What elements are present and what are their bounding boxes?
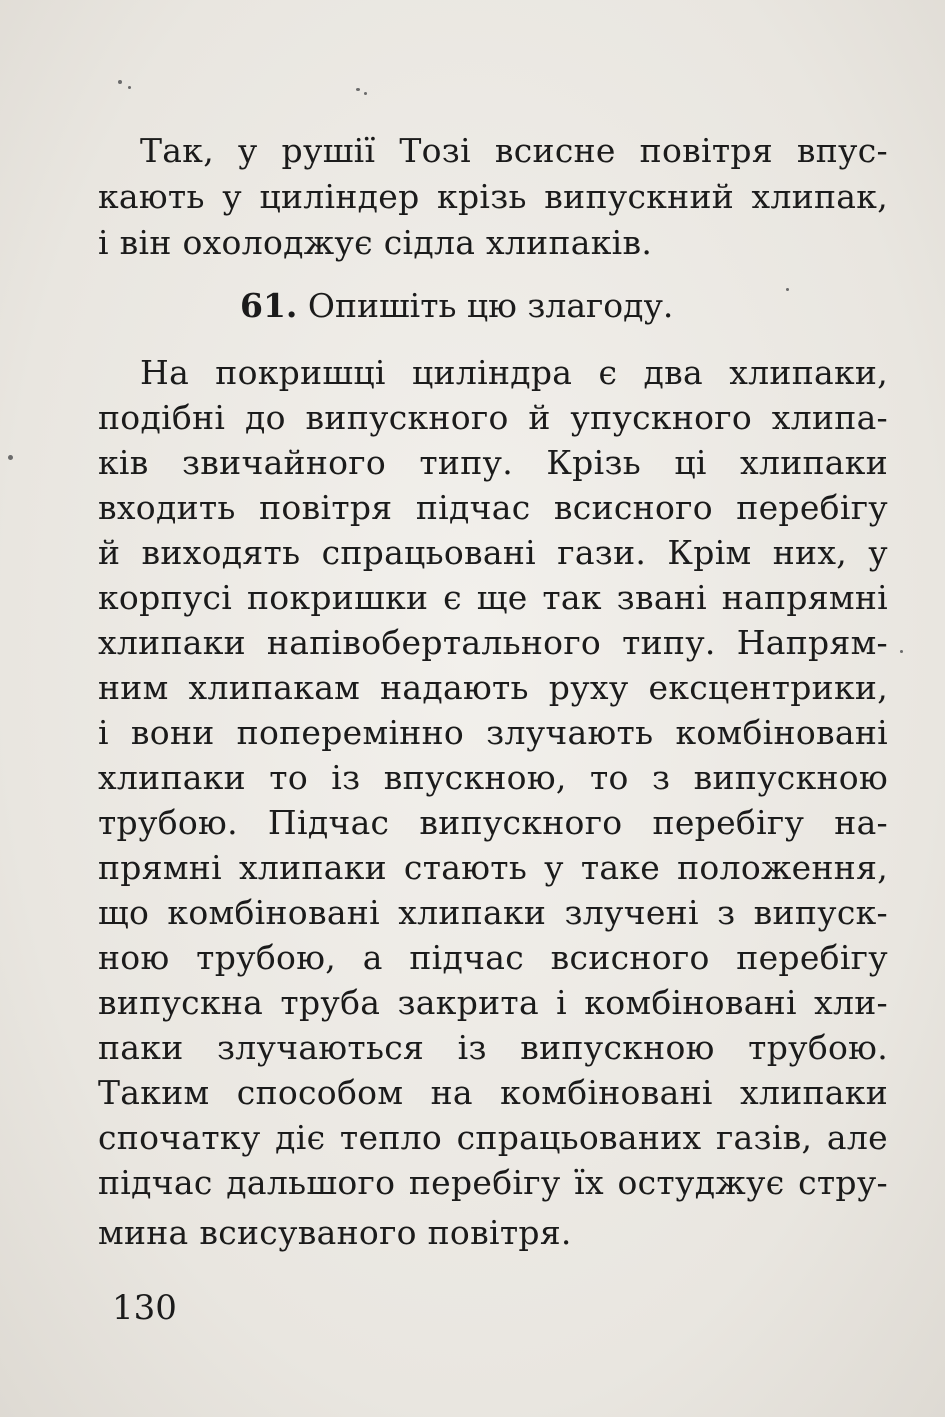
scan-speck (8, 455, 13, 460)
answer-line: входить повітря підчас всисного перебігу (98, 488, 888, 527)
scan-speck (786, 288, 789, 291)
question-heading (240, 283, 673, 329)
answer-line: хлипаки то із впускною, то з випускною (98, 758, 888, 797)
answer-line: і вони поперемінно злучають комбіновані (98, 713, 888, 752)
intro-line: і він охолоджує сідла хлипаків. (98, 223, 653, 262)
answer-line: прямні хлипаки стають у таке положення, (98, 848, 888, 887)
answer-line: паки злучаються із випускною трубою. (98, 1028, 888, 1067)
question-text: Опишіть цю злагоду. (307, 286, 674, 325)
intro-line: Так, у рушії Тозі всисне повітря впус- (140, 131, 888, 170)
answer-line: На покришці циліндра є два хлипаки, (140, 353, 888, 392)
intro-line: кають у циліндер крізь випускний хлипак, (98, 177, 888, 216)
answer-line: підчас дальшого перебігу їх остуджує стру- (98, 1163, 888, 1202)
answer-line: що комбіновані хлипаки злучені з випуск- (98, 893, 888, 932)
scan-speck (128, 86, 131, 89)
page-number: 130 (112, 1288, 177, 1328)
question-number: 61. (240, 286, 298, 325)
answer-line: мина всисуваного повітря. (98, 1213, 572, 1252)
scan-speck (356, 88, 360, 91)
scan-speck (364, 92, 367, 95)
answer-line: випускна труба закрита і комбіновані хли- (98, 983, 888, 1022)
answer-line: Таким способом на комбіновані хлипаки (98, 1073, 888, 1112)
answer-line: хлипаки напівобертального типу. Напрям- (98, 623, 888, 662)
answer-line: ною трубою, а підчас всисного перебігу (98, 938, 888, 977)
answer-line: й виходять спрацьовані гази. Крім них, у (98, 533, 888, 572)
scan-speck (900, 650, 903, 653)
answer-line: ків звичайного типу. Крізь ці хлипаки (98, 443, 888, 482)
answer-line: трубою. Підчас випускного перебігу на- (98, 803, 888, 842)
scan-speck (118, 80, 122, 84)
answer-line: подібні до випускного й упускного хлипа- (98, 398, 888, 437)
answer-line: спочатку діє тепло спрацьованих газів, але (98, 1118, 888, 1157)
answer-line: корпусі покришки є ще так звані напрямні (98, 578, 888, 617)
answer-line: ним хлипакам надають руху ексцентрики, (98, 668, 888, 707)
